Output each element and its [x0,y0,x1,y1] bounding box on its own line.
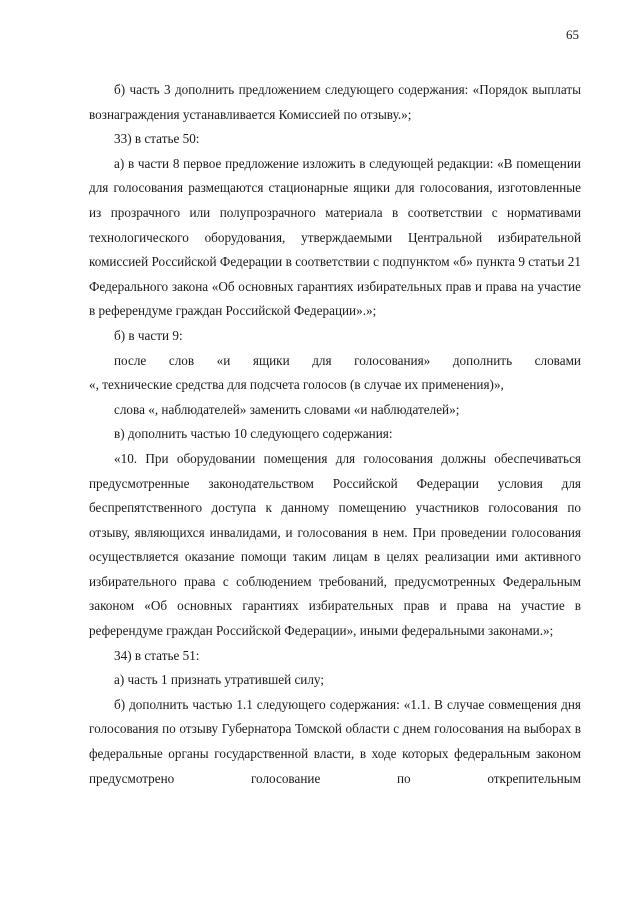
document-body [89,78,581,791]
paragraph: б) дополнить частью 1.1 следующего содержания: «1.1. В случае совмещения дня голосования по отзыву Губернатора Томской области с днем голосования на выборах в федеральные органы государственной власти, в ходе которых федеральным законом предусмотрено голосование по открепительным [89,696,581,786]
page-number: 65 [566,27,579,42]
paragraph: «10. При оборудовании помещения для голосования должны обеспечиваться предусмотренные законодательством Российской Федерации условия для беспрепятственного доступа к данному помещению участников голосования по отзыву, являющихся инвалидами, и голосования в нем. При проведении голосования осуществляется оказание помощи таким лицам в целях реализации ими активного избирательного права с соблюдением требований, предусмотренных Федеральным законом «Об основных гарантиях избирательных прав и права на участие в референдуме граждан Российской Федерации», иными федеральными законами.»; [89,450,581,639]
paragraph: б) часть 3 дополнить предложением следующего содержания: «Порядок выплаты вознаграждения устанавливается Комиссией по отзыву.»; [89,82,581,122]
paragraph: 33) в статье 50: [114,131,200,147]
paragraph: 34) в статье 51: [114,647,200,663]
paragraph: а) в части 8 первое предложение изложить в следующей редакции: «В помещении для голосования размещаются стационарные ящики для голосования, изготовленные из прозрачного или полупрозрачного материала в соответствии с нормативами технологического оборудования, утверждаемыми Центральной избирательной комиссией Российской Федерации в соответствии с подпунктом «б» пункта 9 статьи 21 Федерального закона «Об основных гарантиях избирательных прав и права на участие в референдуме граждан Российской Федерации».»; [89,155,581,319]
paragraph: после слов «и ящики для голосования» дополнить словами [114,352,581,368]
paragraph: в) дополнить частью 10 следующего содержания: [114,426,393,442]
paragraph: а) часть 1 признать утратившей силу; [114,672,325,688]
paragraph: слова «, наблюдателей» заменить словами «и наблюдателей»; [114,401,460,417]
paragraph: б) в части 9: [114,327,183,343]
paragraph: «, технические средства для подсчета голосов (в случае их применения)», [89,377,504,393]
